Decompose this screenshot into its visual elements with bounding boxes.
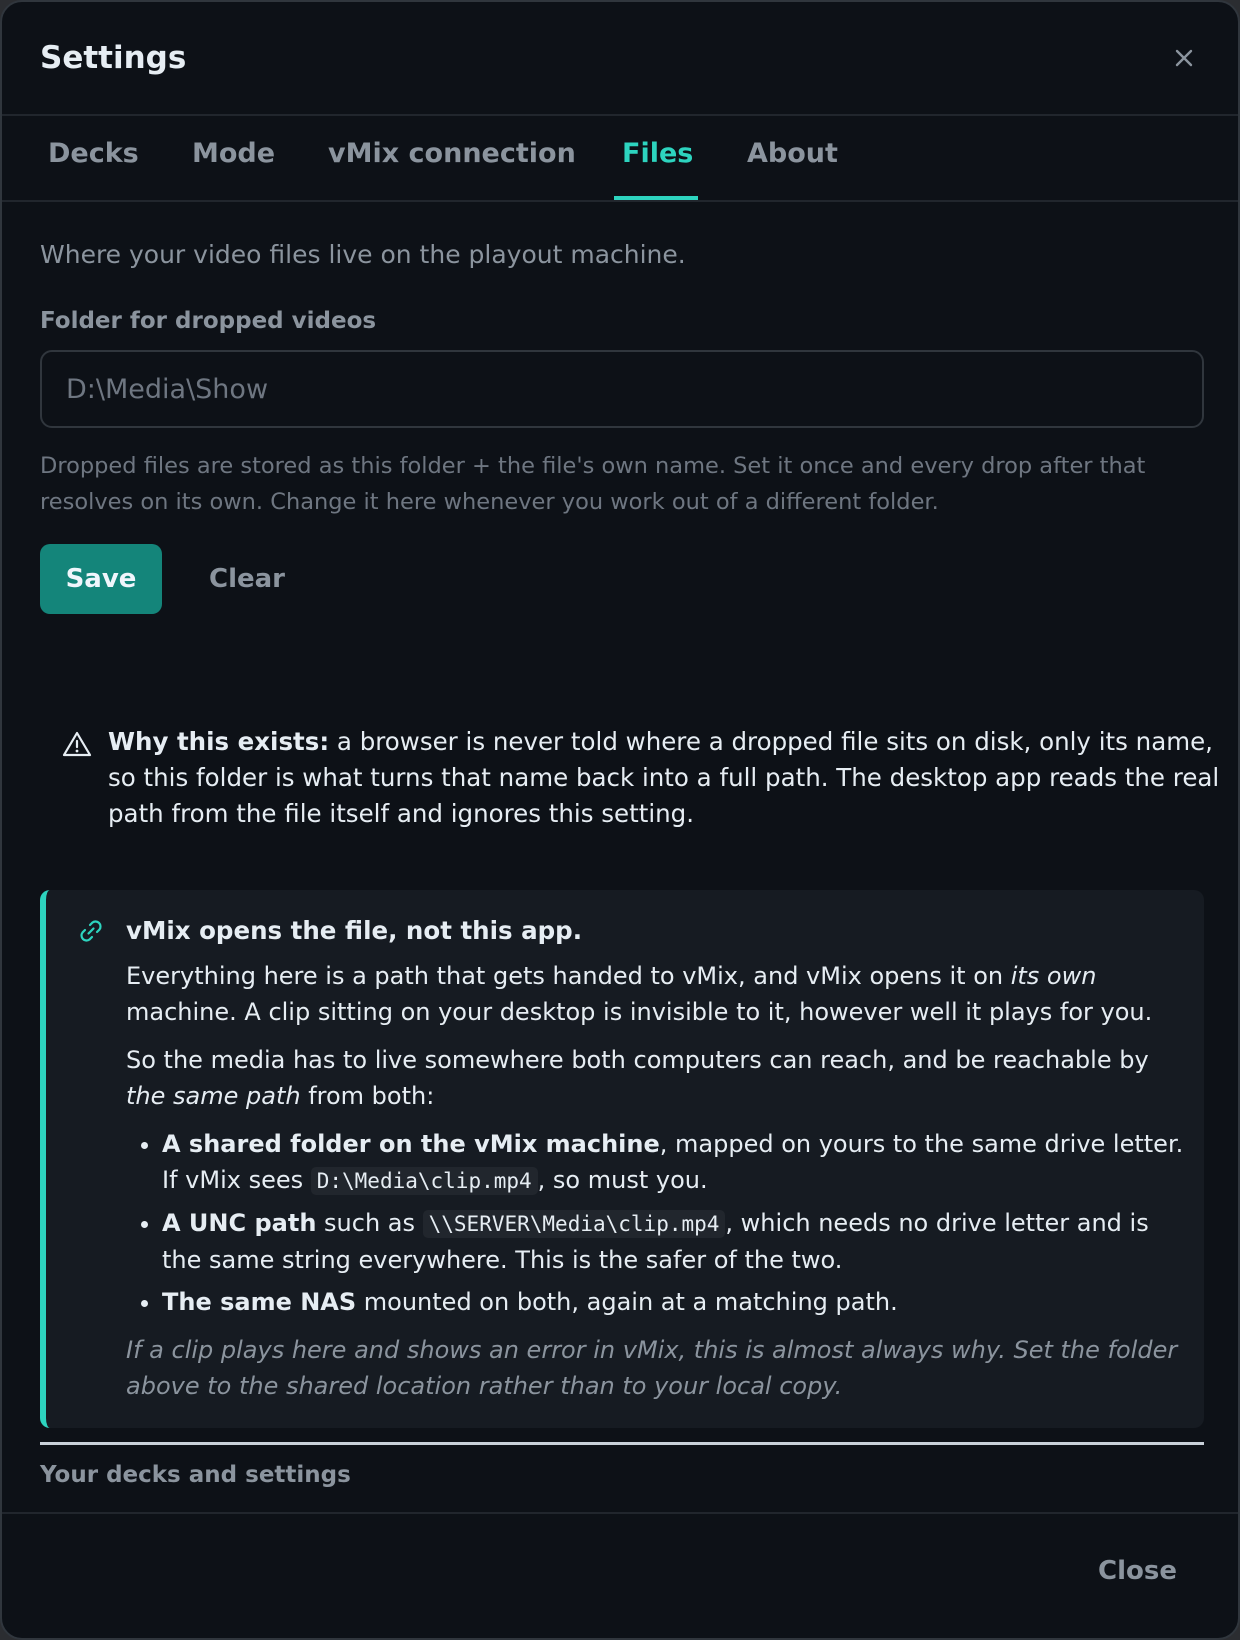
- bullet-text: such as: [316, 1209, 423, 1237]
- bullet-code: D:\Media\clip.mp4: [311, 1167, 538, 1195]
- warning-lead: Why this exists:: [108, 727, 330, 756]
- tab-files[interactable]: Files: [622, 138, 694, 169]
- note-p2-text: So the media has to live somewhere both computers can reach, and be reachable by: [126, 1046, 1149, 1074]
- list-item: [162, 1284, 1186, 1320]
- bullet-text-end: , so must you.: [537, 1166, 708, 1194]
- list-item: [162, 1205, 1186, 1278]
- warning-body: a browser is never told where a dropped file sits on disk, only its name, so this folder is what turns that name back into a full path. The desktop app reads the real path from the file itself and ignores this setting.: [108, 727, 1220, 828]
- bullet-text: mounted on both, again at a matching path.: [356, 1288, 898, 1316]
- note-p2-text-end: from both:: [300, 1082, 435, 1110]
- dialog-footer: [2, 1512, 1238, 1640]
- bullet-text-end: , which needs no drive letter and is the same string everywhere. This is the safer of the two.: [162, 1209, 1149, 1274]
- note-p1-emphasis: its own: [1010, 962, 1097, 990]
- note-title: vMix opens the file, not this app.: [126, 916, 583, 945]
- save-button[interactable]: Save: [40, 544, 162, 614]
- list-item: [162, 1126, 1186, 1199]
- tab-bar: [2, 118, 1238, 202]
- tab-decks[interactable]: Decks: [48, 138, 139, 169]
- tab-mode[interactable]: Mode: [192, 138, 276, 169]
- bullet-lead: The same NAS: [162, 1288, 357, 1316]
- note-footer: If a clip plays here and shows an error in vMix, this is almost always why. Set the folder above to the shared location rather than to your local copy.: [126, 1336, 1178, 1400]
- close-button[interactable]: Close: [1098, 1556, 1177, 1586]
- section-title: Your decks and settings: [40, 1462, 351, 1488]
- warning-text: [108, 724, 1238, 832]
- bullet-text: , mapped on yours to the same drive letter. If vMix sees: [162, 1130, 1184, 1194]
- close-icon[interactable]: [1168, 42, 1200, 74]
- dialog-header: [2, 2, 1238, 116]
- section-divider: [40, 1442, 1204, 1445]
- tab-vmix-connection[interactable]: vMix connection: [328, 138, 576, 169]
- bullet-lead: A UNC path: [162, 1209, 317, 1237]
- bullet-lead: A shared folder on the vMix machine: [162, 1130, 660, 1158]
- bullet-code: \\SERVER\Media\clip.mp4: [423, 1210, 726, 1238]
- note-p1-text: Everything here is a path that gets handed to vMix, and vMix opens it on: [126, 962, 1011, 990]
- clear-button[interactable]: Clear: [209, 564, 285, 594]
- tab-about[interactable]: About: [747, 138, 838, 169]
- folder-field-label: Folder for dropped videos: [40, 308, 377, 334]
- active-tab-indicator: [614, 196, 698, 200]
- folder-input[interactable]: [40, 350, 1204, 428]
- note-paragraph-2: [126, 1042, 1186, 1114]
- note-p1-text-end: machine. A clip sitting on your desktop is invisible to it, however well it plays for you.: [126, 998, 1153, 1026]
- warning-triangle-icon: [62, 730, 92, 758]
- note-paragraph-1: [126, 958, 1186, 1030]
- note-body: [126, 958, 1186, 1416]
- files-intro: Where your video files live on the playout machine.: [40, 240, 686, 269]
- link-icon: [76, 916, 106, 946]
- folder-help-text: Dropped files are stored as this folder + the file's own name. Set it once and every drop after that resolves on its own. Change it here whenever you work out of a different folder.: [40, 453, 1146, 515]
- dialog-title: Settings: [40, 40, 187, 76]
- vmix-note-callout: [40, 890, 1204, 1428]
- note-bullet-list: [126, 1126, 1186, 1320]
- note-p2-emphasis: the same path: [126, 1082, 301, 1110]
